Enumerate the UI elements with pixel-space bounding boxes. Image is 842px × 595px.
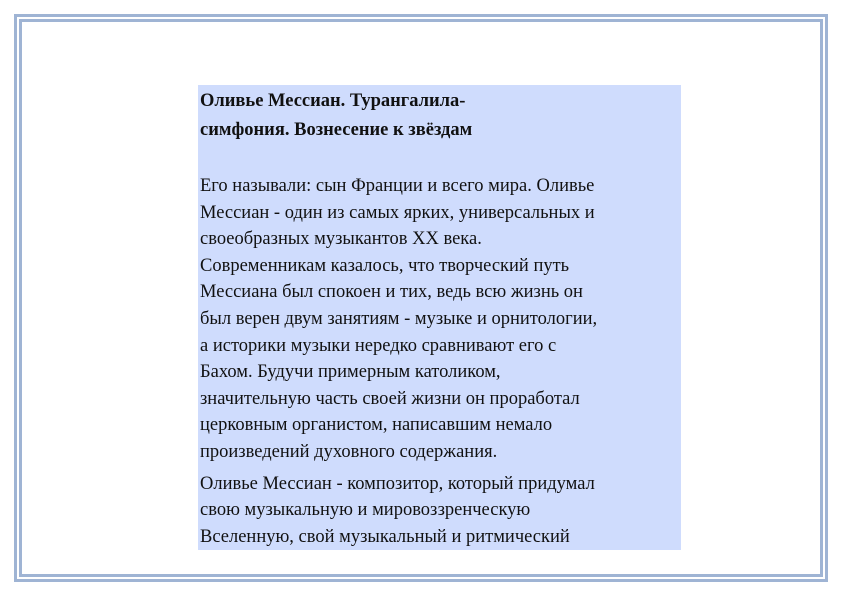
paragraph-line: произведений духовного содержания. [200, 441, 498, 462]
paragraph-1 [200, 173, 681, 466]
paragraph-line: Бахом. Будучи примерным католиком, [200, 362, 501, 383]
paragraph-line: Его называли: сын Франции и всего мира. Оливье [200, 176, 595, 196]
paragraph-line: Современникам казалось, что творческий путь [200, 255, 570, 276]
paragraph-2 [200, 471, 681, 550]
article-title [200, 87, 681, 145]
paragraph-line: значительную часть своей жизни он проработал [200, 388, 580, 409]
paragraph-line: Мессиан - один из самых ярких, универсальных и [200, 202, 595, 223]
paragraph-line: своеобразных музыкантов XX века. [200, 229, 482, 250]
paragraph-line: а историки музыки нередко сравнивают его с [200, 335, 557, 356]
paragraph-line: Мессиана был спокоен и тих, ведь всю жизнь он [200, 282, 583, 303]
paragraph-line: Вселенную, свой музыкальный и ритмический [200, 526, 570, 547]
paragraph-line: Оливье Мессиан - композитор, который придумал [200, 473, 595, 494]
title-line: Оливье Мессиан. Турангалила- [200, 91, 466, 111]
paragraph-line: был верен двум занятиям - музыке и орнитологии, [200, 308, 598, 329]
text-panel [198, 85, 681, 550]
paragraph-line: свою музыкальную и мировоззренческую [200, 500, 531, 521]
paragraph-line: церковным органистом, написавшим немало [200, 415, 553, 436]
title-line: симфония. Вознесение к звёздам [200, 120, 473, 140]
